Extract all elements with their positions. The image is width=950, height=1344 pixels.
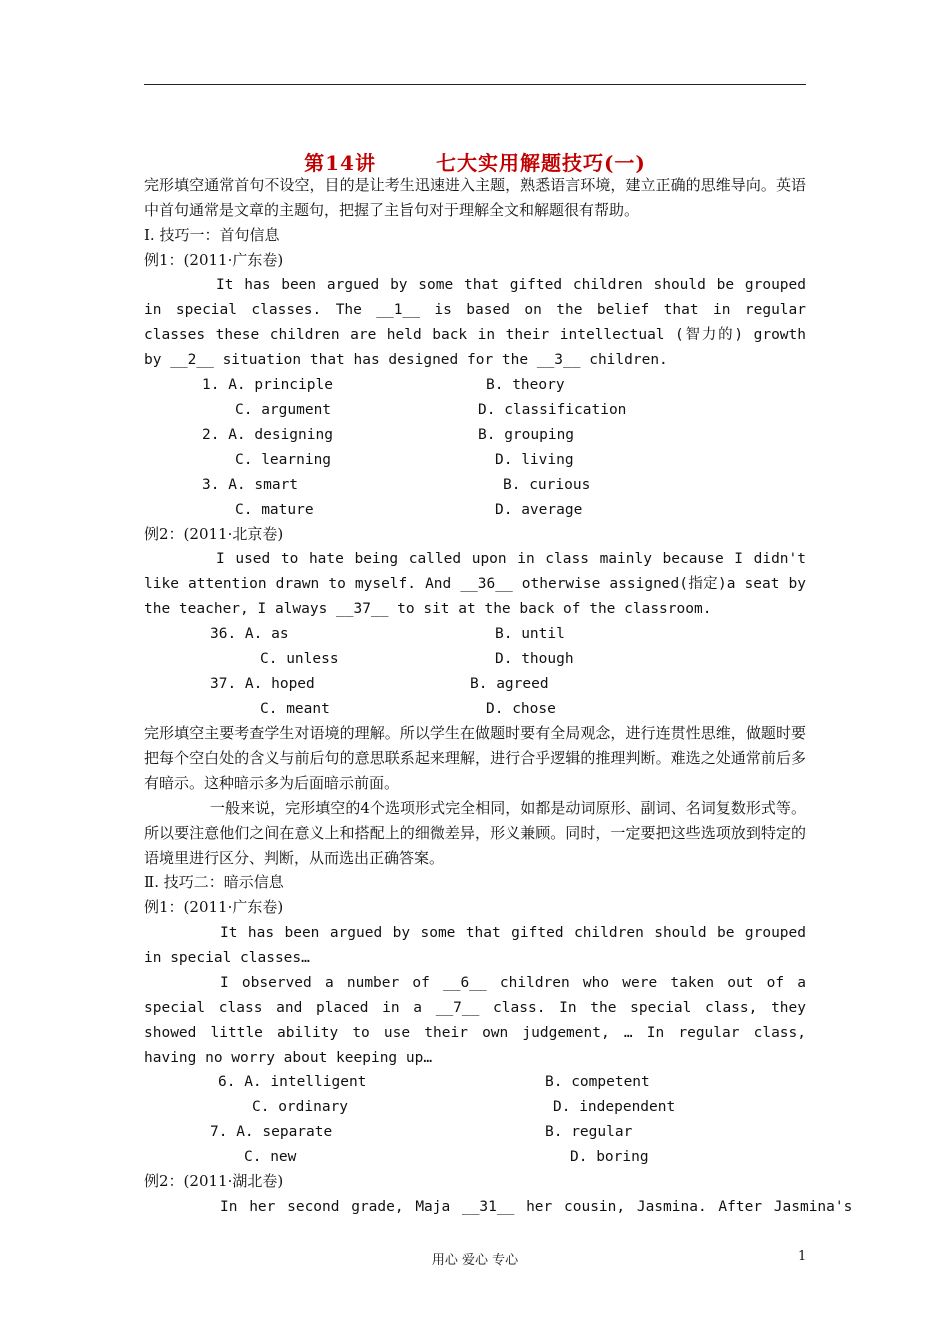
option-a: 1. A. principle: [202, 377, 333, 393]
example-label: 例2：(2011·湖北卷): [144, 1172, 284, 1190]
passage-text: It has been argued by some that gifted children should be grouped in special classes. The __1__ is based on the belief that in regular classes these children are held back in their intellectual (智力的) growth by __2__ situation that has designed for the __3__ children.: [144, 277, 806, 368]
option-c: C. new: [244, 1149, 297, 1165]
option-d: D. independent: [553, 1099, 676, 1115]
option-b: B. theory: [486, 377, 565, 393]
option-b: B. regular: [545, 1124, 633, 1140]
option-d: D. boring: [570, 1149, 649, 1165]
passage-text: I observed a number of __6__ children who were taken out of a special class and placed in a __7__ class. In the special class, they showed little ability to use their own judgement, … In regular class, having no worry about keeping up…: [144, 975, 806, 1066]
option-a: 37. A. hoped: [210, 676, 315, 692]
passage-text: It has been argued by some that gifted children should be grouped in special classes…: [144, 925, 806, 966]
option-d: D. average: [495, 502, 583, 518]
option-d: D. chose: [486, 701, 556, 717]
section1-heading: Ⅰ. 技巧一：首句信息: [144, 226, 280, 244]
header-rule: [144, 84, 806, 85]
option-d: D. though: [495, 651, 574, 667]
option-d: D. living: [495, 452, 574, 468]
page-number: 1: [798, 1249, 807, 1264]
example-label: 例1：(2011·广东卷): [144, 251, 284, 269]
option-b: B. until: [495, 626, 565, 642]
page-title: [0, 147, 950, 176]
lecture-topic: 七大实用解题技巧(一): [435, 151, 646, 175]
option-c: C. unless: [260, 651, 339, 667]
section2-heading: Ⅱ. 技巧二：暗示信息: [144, 873, 284, 891]
option-c: C. meant: [260, 701, 330, 717]
passage-text: In her second grade, Maja __31__ her cousin, Jasmina. After Jasmina's: [220, 1199, 853, 1215]
option-b: B. agreed: [470, 676, 549, 692]
option-c: C. mature: [235, 502, 314, 518]
option-c: C. argument: [235, 402, 332, 418]
option-a: 36. A. as: [210, 626, 289, 642]
option-b: B. curious: [503, 477, 591, 493]
option-c: C. ordinary: [252, 1099, 349, 1115]
example-label: 例1：(2011·广东卷): [144, 898, 284, 916]
option-b: B. grouping: [478, 427, 575, 443]
option-a: 2. A. designing: [202, 427, 333, 443]
example-label: 例2：(2011·北京卷): [144, 525, 284, 543]
explanation-paragraph: 完形填空主要考查学生对语境的理解。所以学生在做题时要有全局观念，进行连贯性思维，做题时要把每个空白处的含义与前后句的意思联系起来理解，进行合乎逻辑的推理判断。难选之处通常前后多有暗示。这种暗示多为后面暗示前面。: [144, 724, 806, 792]
page-footer: 用心 爱心 专心: [431, 1253, 519, 1268]
option-c: C. learning: [235, 452, 332, 468]
passage-text: I used to hate being called upon in class mainly because I didn't like attention drawn to myself. And __36__ otherwise assigned(指定)a seat by the teacher, I always __37__ to sit at the back of the classroom.: [144, 551, 806, 617]
option-b: B. competent: [545, 1074, 650, 1090]
lecture-number: 第14讲: [304, 151, 376, 175]
option-a: 7. A. separate: [210, 1124, 333, 1140]
option-a: 6. A. intelligent: [218, 1074, 367, 1090]
explanation-paragraph: 一般来说，完形填空的4个选项形式完全相同，如都是动词原形、副词、名词复数形式等。所以要注意他们之间在意义上和搭配上的细微差异，形义兼顾。同时，一定要把这些选项放到特定的语境里进行区分、判断，从而选出正确答案。: [144, 799, 806, 867]
option-a: 3. A. smart: [202, 477, 299, 493]
option-d: D. classification: [478, 402, 627, 418]
intro-paragraph: 完形填空通常首句不设空，目的是让考生迅速进入主题，熟悉语言环境，建立正确的思维导向。英语中首句通常是文章的主题句，把握了主旨句对于理解全文和解题很有帮助。: [144, 176, 806, 219]
